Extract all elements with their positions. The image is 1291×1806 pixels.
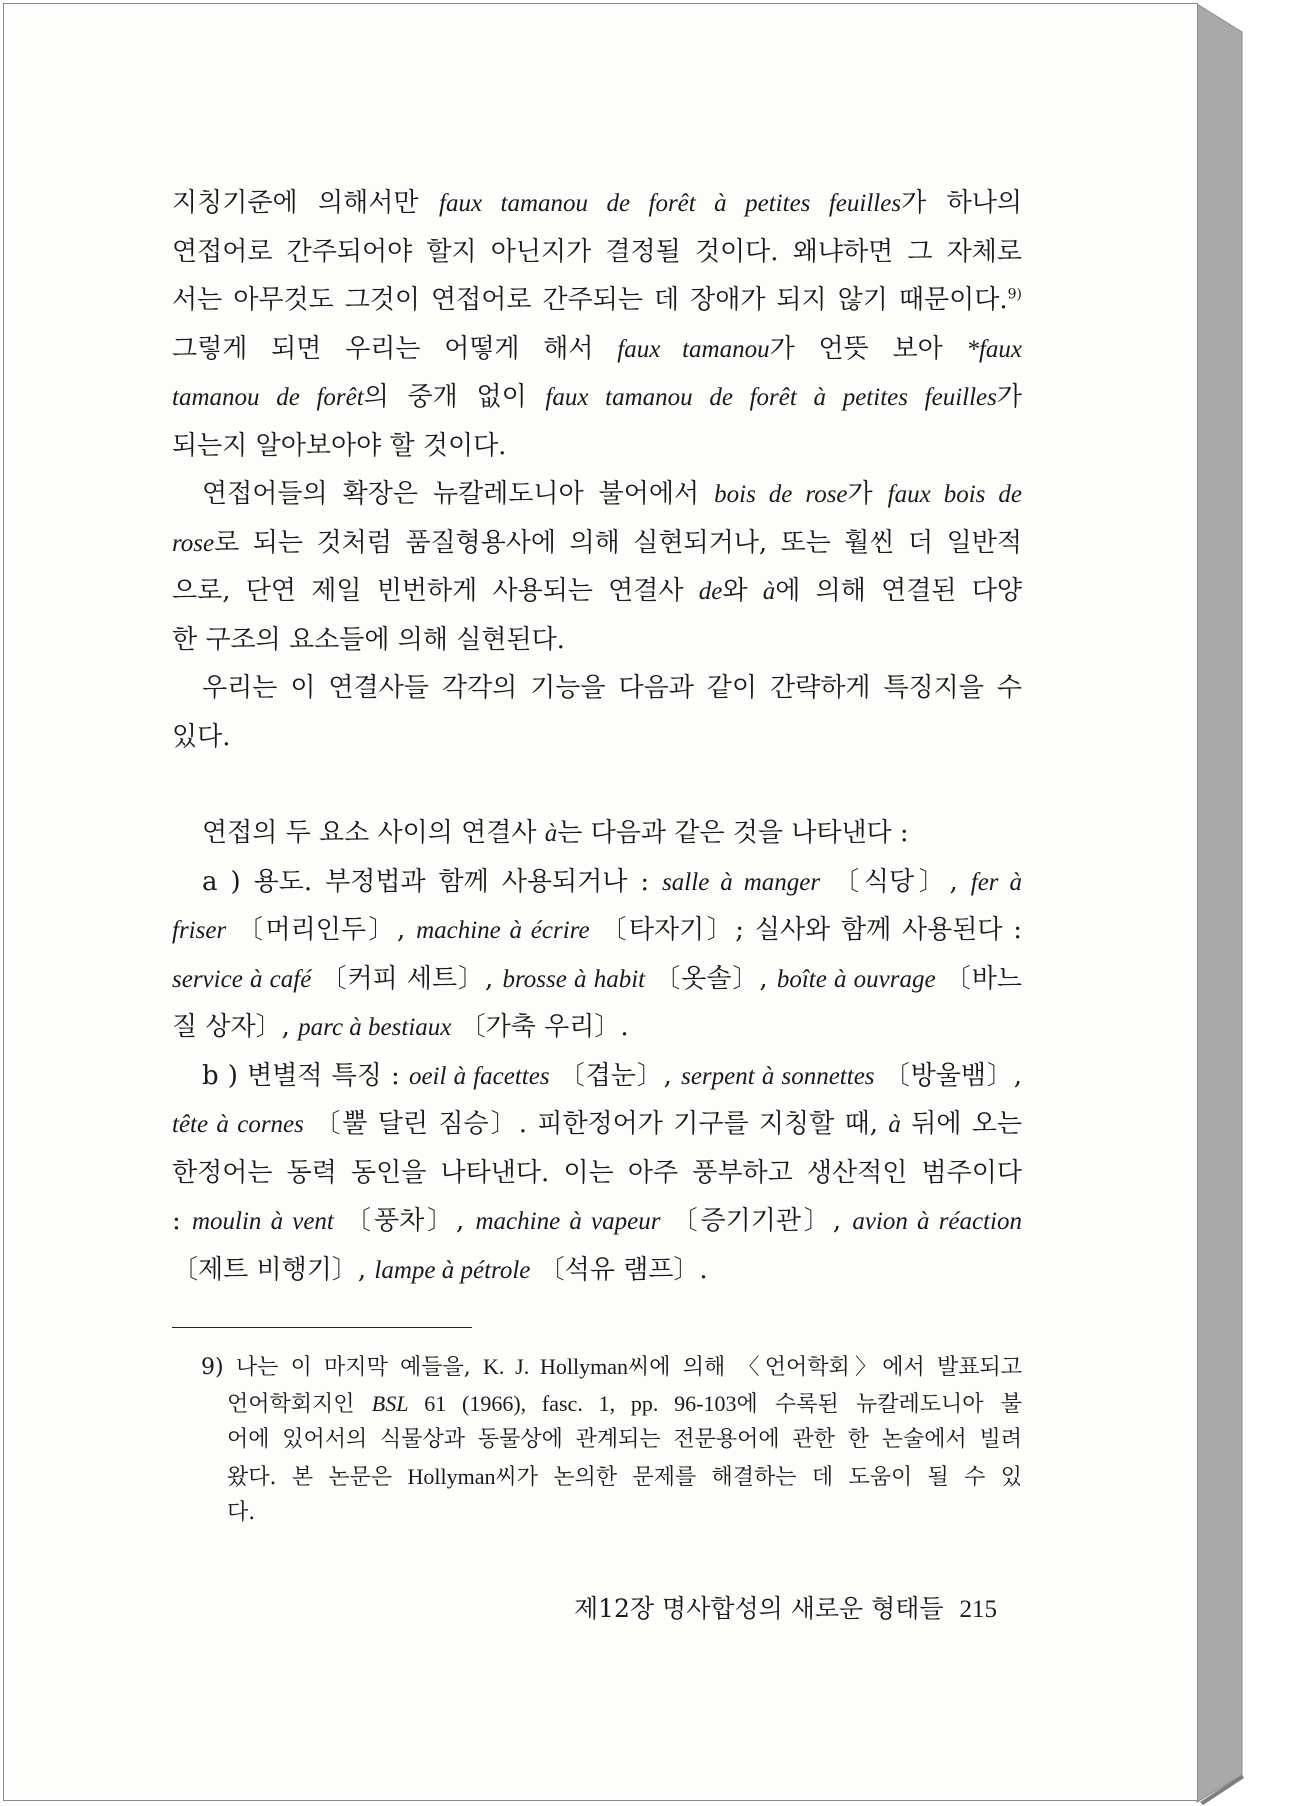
footnote-line: 9) 나는 이 마지막 예들을, K. J. Hollyman씨에 의해 〈언어학회〉에서 발표되고 (201, 1354, 1022, 1380)
blank-line (172, 761, 1022, 809)
text-line: b ) 변별적 특징 : oeil à facettes 〔겹눈〕, serpent à sonnettes 〔방울뱀〕, (202, 1060, 1022, 1091)
text-line: 한 구조의 요소들에 의해 실현된다. (172, 624, 565, 655)
text-line: 질 상자〕, parc à bestiaux 〔가축 우리〕. (172, 1012, 629, 1042)
footnote-line: 왔다. 본 논문은 Hollyman씨가 논의한 문제를 해결하는 데 도움이 될 수 있 (227, 1463, 1022, 1490)
text-line: 연접의 두 요소 사이의 연결사 à는 다음과 같은 것을 나타낸다 : (202, 818, 909, 848)
footnote-divider (172, 1327, 472, 1328)
text-line: 그렇게 되면 우리는 어떻게 해서 faux tamanou가 언뜻 보아 *faux (172, 333, 1022, 364)
footnote-line: 어에 있어서의 식물상과 동물상에 관계되는 전문용어에 관한 한 논술에서 빌려 (227, 1427, 1022, 1453)
text-line: 있다. (172, 721, 231, 752)
footnote-line: 다. (227, 1500, 256, 1526)
text-line: rose로 되는 것처럼 품질형용사에 의해 실현되거나, 또는 훨씬 더 일반적 (172, 527, 1022, 558)
page-footer (541, 1589, 997, 1625)
book-page (3, 3, 1198, 1801)
page-number: 215 (959, 1596, 997, 1623)
text-line: 서는 아무것도 그것이 연접어로 간주되는 데 장애가 되지 않기 때문이다.$^{9)}$ (172, 285, 1022, 315)
body-text (172, 179, 1022, 1294)
text-line: friser 〔머리인두〕, machine à écrire 〔타자기〕; 실사와 함께 사용된다 : (172, 915, 1022, 945)
text-line: tamanou de forêt의 중개 없이 faux tamanou de forêt à petites feuilles가 (172, 382, 1022, 412)
text-line: 〔제트 비행기〕, lampe à pétrole 〔석유 램프〕. (172, 1254, 708, 1285)
running-head: 제12장 명사합성의 새로운 형태들 (573, 1594, 944, 1623)
text-line: 한정어는 동력 동인을 나타낸다. 이는 아주 풍부하고 생산적인 범주이다 (172, 1157, 1022, 1188)
footnote (201, 1349, 1022, 1532)
text-line: a ) 용도. 부정법과 함께 사용되거나 : salle à manger 〔식당〕, fer à (202, 866, 1022, 897)
footnote-marker: 9) (1007, 286, 1022, 303)
text-line: 지칭기준에 의해서만 faux tamanou de forêt à petites feuilles가 하나의 (172, 188, 1022, 218)
text-line: 으로, 단연 제일 빈번하게 사용되는 연결사 de와 à에 의해 연결된 다양 (172, 576, 1022, 606)
text-line: 연접어들의 확장은 뉴칼레도니아 불어에서 bois de rose가 faux bois de (202, 479, 1022, 509)
text-line: 연접어로 간주되어야 할지 아닌지가 결정될 것이다. 왜냐하면 그 자체로 (172, 236, 1022, 267)
text-line: service à café 〔커피 세트〕, brosse à habit 〔옷솔〕, boîte à ouvrage 〔바느 (172, 963, 1022, 994)
footnote-line: 언어학회지인 BSL 61 (1966), fasc. 1, pp. 96-103에 수록된 뉴칼레도니아 불 (227, 1390, 1022, 1417)
text-line: tête à cornes 〔뿔 달린 짐승〕. 피한정어가 기구를 지칭할 때, à 뒤에 오는 (172, 1109, 1022, 1139)
text-line: : moulin à vent 〔풍차〕, machine à vapeur 〔증기기관〕, avion à réaction (172, 1206, 1022, 1236)
text-line: 우리는 이 연결사들 각각의 기능을 다음과 같이 간략하게 특징지을 수 (202, 673, 1022, 703)
text-line: 되는지 알아보아야 할 것이다. (172, 430, 507, 461)
